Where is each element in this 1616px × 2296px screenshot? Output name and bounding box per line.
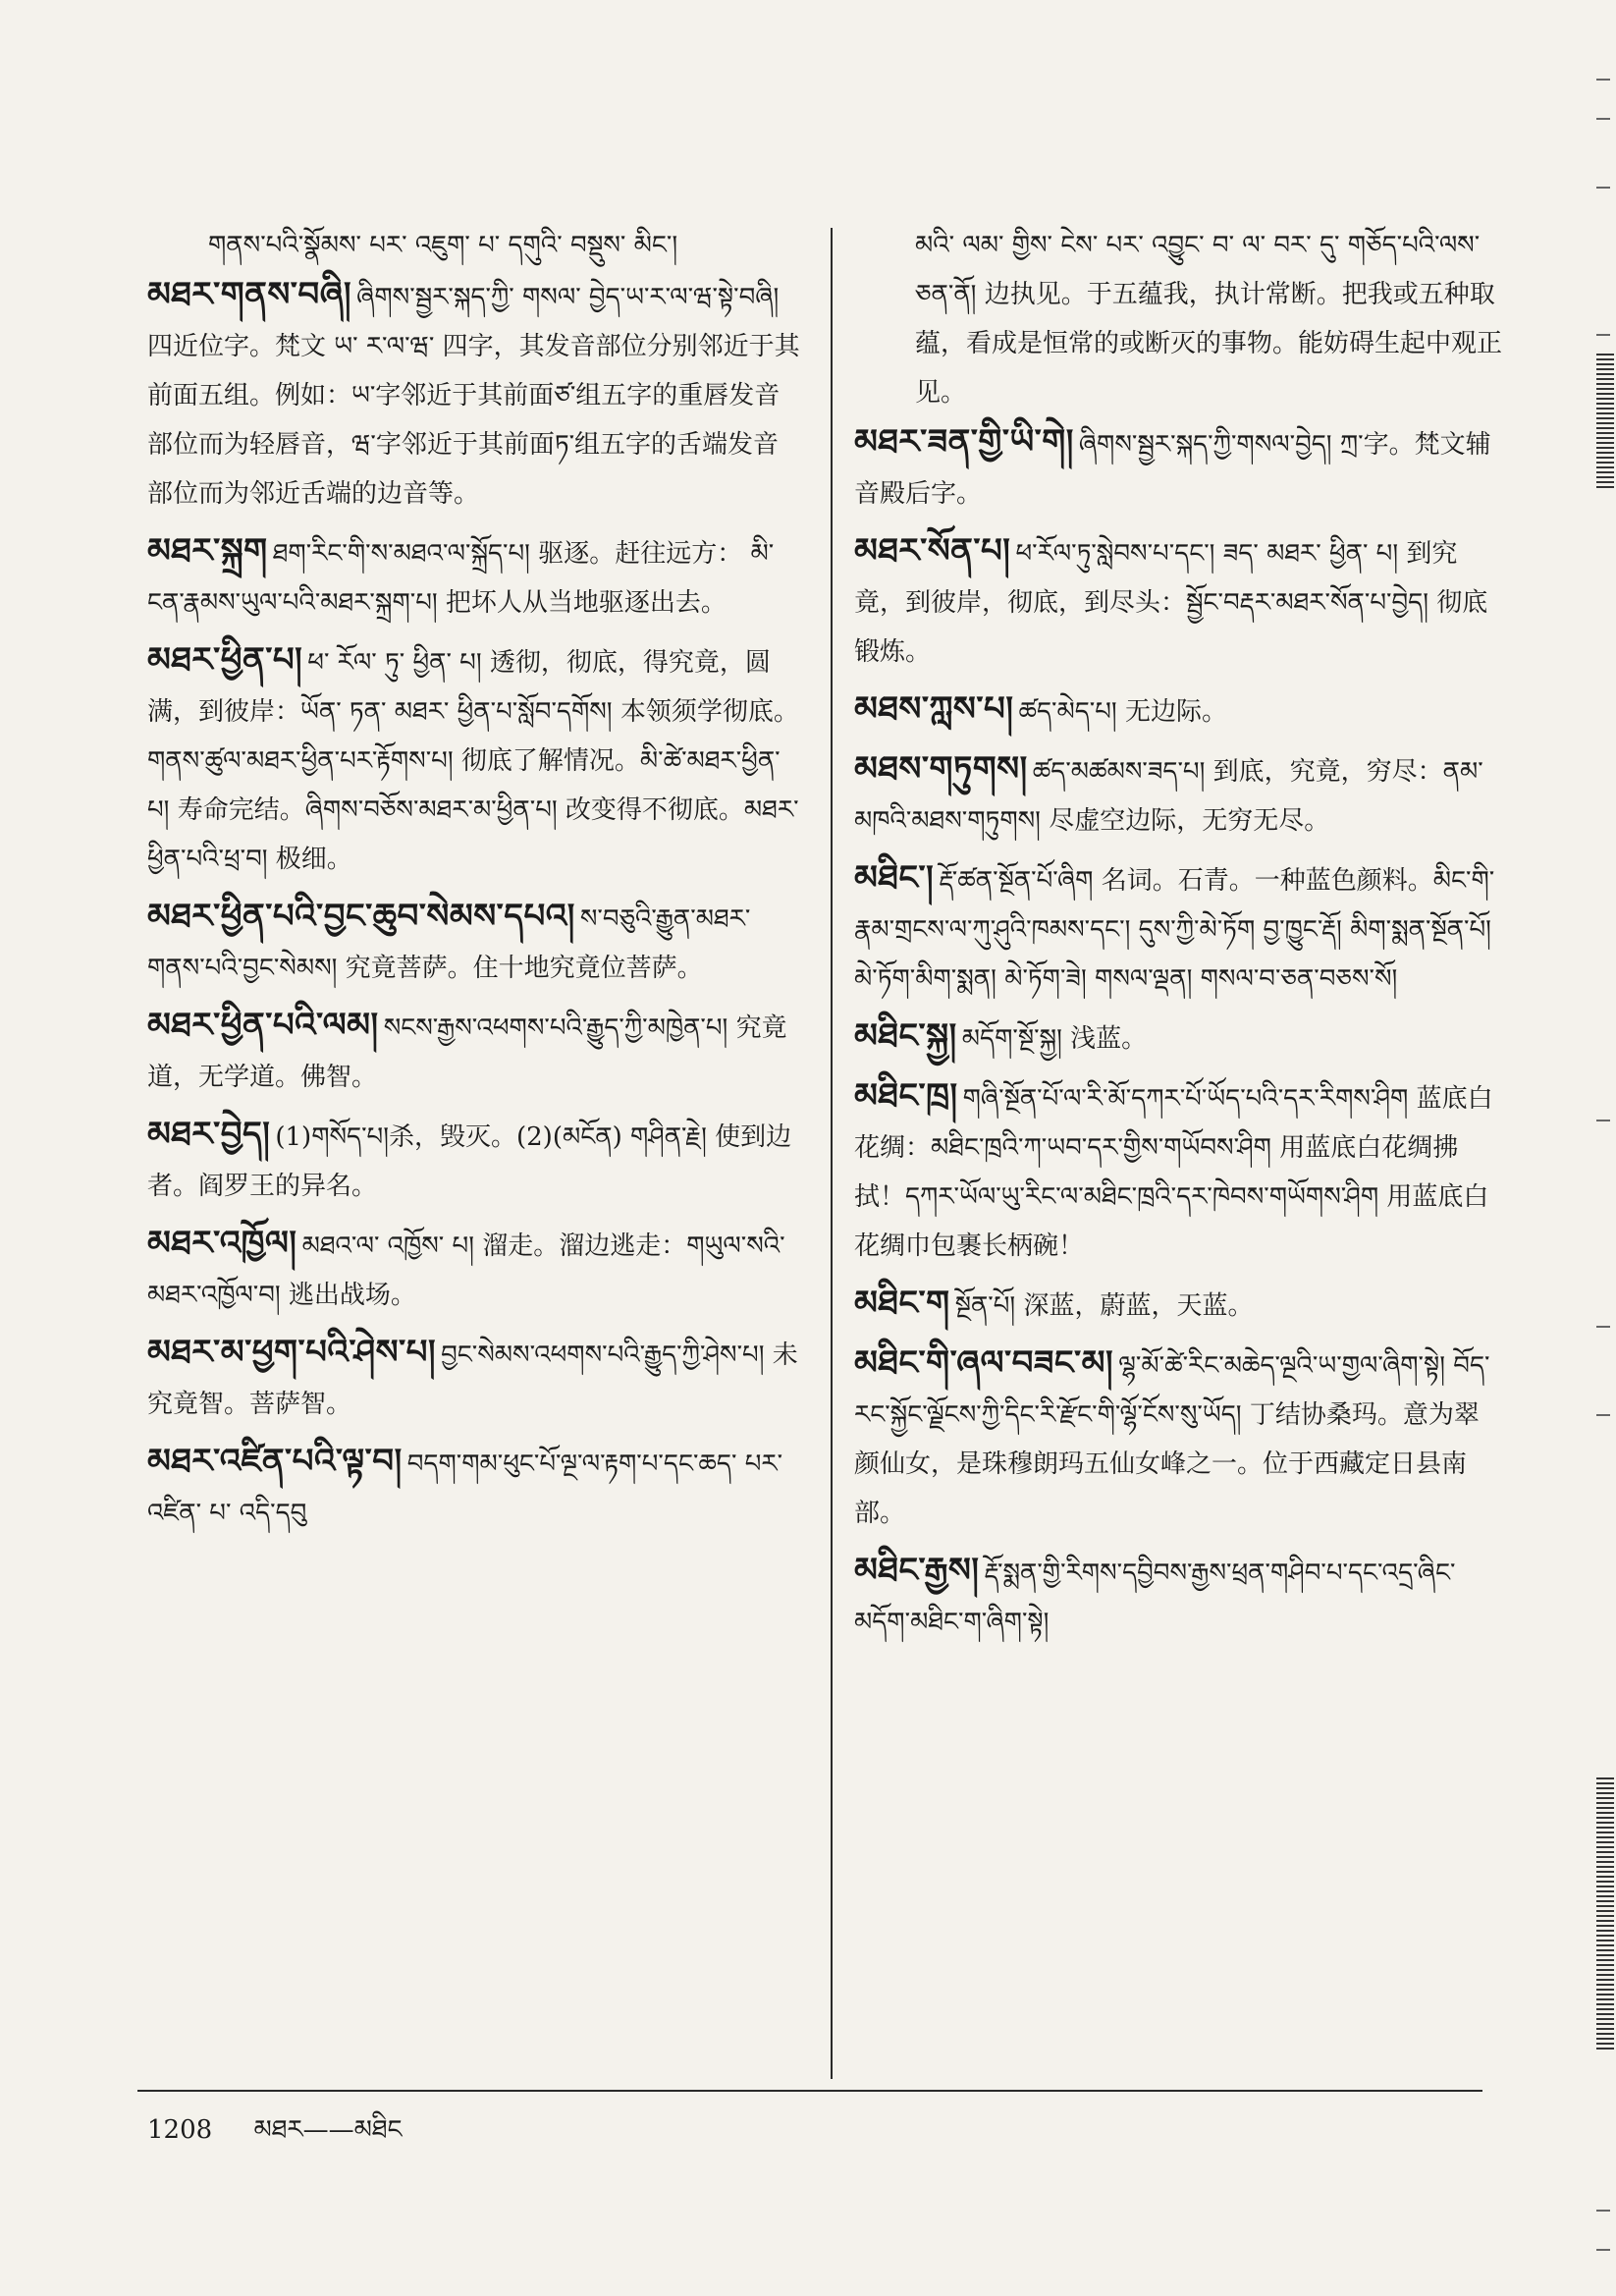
right-column bbox=[854, 221, 1502, 1655]
entry-2 bbox=[147, 526, 800, 628]
footer-rule bbox=[137, 2090, 1482, 2092]
headword: མཐིང་སྐྱ། bbox=[854, 1016, 957, 1056]
entry-18 bbox=[854, 1339, 1502, 1538]
headword: མཐར་མ་ཕྱག་པའི་ཤེས་པ། bbox=[147, 1333, 436, 1372]
entry-6 bbox=[147, 1110, 800, 1211]
entry-17 bbox=[854, 1279, 1502, 1331]
left-column bbox=[147, 221, 800, 1546]
definition: ཞིགས་སྦྱར་སྐད་ཀྱི་ གསལ་ བྱེད་ཡ་ར་ལ་ཝ་སྟེ་བཞི། 四近位字。梵文 ཡ་ ར་ལ་ཝ་ 四字，其发音部位分别邻近于其前面五组。例如：ཡ་字邻近于其前面ཙ་组五字的重唇发音部位而为轻唇音，ཝ་字邻近于其前面ཏ་组五字的舌端发音部位而为邻近舌端的边音等。 bbox=[147, 283, 800, 509]
definition: ཚད་མེད་པ། 无边际。 bbox=[1018, 697, 1227, 727]
entry-11 bbox=[854, 526, 1502, 677]
headword: མཐས་ཀླས་པ། bbox=[854, 689, 1014, 729]
definition: སྔོན་པོ། 深蓝，蔚蓝，天蓝。 bbox=[954, 1291, 1254, 1321]
page-footer bbox=[147, 2102, 403, 2173]
headword: མཐར་བྱེད། bbox=[147, 1115, 271, 1154]
entry-13 bbox=[854, 744, 1502, 846]
entry-3 bbox=[147, 635, 800, 884]
headword: མཐར་གནས་བཞི། bbox=[147, 275, 352, 314]
entry-7 bbox=[147, 1219, 800, 1320]
definition: ཐག་རིང་གི་ས་མཐའ་ལ་སྐྲོད་པ། 驱逐。赶往远方： མི་ངན་རྣམས་ཡུལ་པའི་མཐར་སྐྲག་པ། 把坏人从当地驱逐出去。 bbox=[147, 539, 775, 618]
headword: མཐར་ཟན་གྱི་ཡི་གེ། bbox=[854, 422, 1074, 462]
continued-text: མའི་ ལམ་ གྱིས་ ངེས་ པར་ འབྱུང་ བ་ ལ་ བར་ དུ་ གཅོད་པའི་ལས་ཅན་ནོ། 边执见。于五蕴我，执计常断。把我或五种取蕴，看成是恒常的或断灭的事物。能妨碍生起中观正见。 bbox=[915, 231, 1503, 408]
entry-4 bbox=[147, 892, 800, 993]
entry-14 bbox=[854, 853, 1502, 1004]
definition: རྡོ་ཚན་སྔོན་པོ་ཞིག 名词。石青。一种蓝色颜料。མིང་གི་རྣམ་གྲངས་ལ་ཀུ་ཤུའི་ཁམས་དང་། དུས་ཀྱི་མེ་ཏོག བྱ་ཁྱུང་རྡོ། མིག་སྨན་སྔོན་པོ། མེ་ཏོག་མིག་སྨན། མེ་ཏོག་ཟེ། གསལ་ལྡན། གསལ་བ་ཅན་བཅས་སོ། bbox=[854, 866, 1495, 994]
definition: མདོག་སྔོ་སྐྱ། 浅蓝。 bbox=[961, 1024, 1148, 1054]
definition: (1)གསོད་པ།杀，毁灭。(2)(མངོན) གཤིན་རྗེ། 使到边者。阎罗王的异名。 bbox=[147, 1122, 792, 1201]
headword: མཐིང་རྒྱས། bbox=[854, 1551, 980, 1590]
definition: ཚད་མཚམས་ཟད་པ། 到底，究竟，穷尽：ནམ་མཁའི་མཐས་གཏུགས། 尽虚空边际，无穷无尽。 bbox=[854, 757, 1483, 836]
definition: བྱང་སེམས་འཕགས་པའི་རྒྱུད་ཀྱི་ཤེས་པ། 未究竟智。菩萨智。 bbox=[147, 1340, 798, 1419]
headword: མཐིང་ཁྲ། bbox=[854, 1076, 958, 1116]
entry-10 bbox=[854, 417, 1502, 519]
headword: མཐར་ཕྱིན་པའི་བྱང་ཆུབ་སེམས་དཔའ། bbox=[147, 897, 575, 936]
entry-19 bbox=[854, 1546, 1502, 1647]
definition: རྡོ་སྨན་གྱི་རིགས་དབྱིབས་རྒྱས་ཕྲན་གཤིབ་པ་དང་འདྲ་ཞིང་མདོག་མཐིང་ག་ཞིག་སྟེ། bbox=[854, 1558, 1456, 1637]
page-number: 1208 bbox=[147, 2115, 213, 2145]
headword: མཐིང་། bbox=[854, 858, 935, 898]
column-divider bbox=[831, 228, 833, 2079]
headword: མཐར་འཁྱོལ། bbox=[147, 1224, 297, 1263]
definition: སངས་རྒྱས་འཕགས་པའི་རྒྱུད་ཀྱི་མཁྱེན་པ། 究竟道，无学道。佛智。 bbox=[147, 1013, 787, 1092]
definition: གཞི་སྔོན་པོ་ལ་རི་མོ་དཀར་པོ་ཡོད་པའི་དར་རིགས་ཤིག 蓝底白花绸：མཐིང་ཁྲའི་ཀ་ཡབ་དར་གྱིས་གཡོབས་ཤིག 用蓝底白花绸拂拭！དཀར་ཡོལ་ཡུ་རིང་ལ་མཐིང་ཁྲའི་དར་ཁེབས་གཡོགས་ཤིག 用蓝底白花绸巾包裹长柄碗！ bbox=[854, 1084, 1493, 1261]
entry-12 bbox=[854, 684, 1502, 737]
definition: ཕ་རོལ་ཏུ་སླེབས་པ་དང་། ཟད་ མཐར་ ཕྱིན་ པ། 到究竟，到彼岸，彻底，到尽头：སྦྱོང་བརྡར་མཐར་སོན་པ་བྱེད། 彻底锻炼。 bbox=[854, 539, 1488, 667]
headword: མཐར་འཛིན་པའི་ལྟ་བ། bbox=[147, 1442, 403, 1481]
headword: མཐར་སྐྲག bbox=[147, 531, 268, 571]
definition: ས་བཅུའི་རྒྱུན་མཐར་གནས་པའི་བྱང་སེམས། 究竟菩萨。住十地究竟位菩萨。 bbox=[147, 904, 751, 983]
headword: མཐར་ཕྱིན་པ། bbox=[147, 640, 303, 680]
continued-text: གནས་པའི་སྣོམས་ པར་ འཇུག་ པ་ དགུའི་ བསྡུས་ མིང་། bbox=[208, 231, 678, 260]
entry-5 bbox=[147, 1001, 800, 1102]
definition: ཕ་ རོལ་ ཏུ་ ཕྱིན་ པ། 透彻，彻底，得究竟，圆满，到彼岸：ཡོན་ ཏན་ མཐར་ ཕྱིན་པ་སློབ་དགོས། 本领须学彻底。གནས་ཚུལ་མཐར་ཕྱིན་པར་རྟོགས་པ། 彻底了解情况。མི་ཚེ་མཐར་ཕྱིན་པ། 寿命完结。ཞིགས་བཅོས་མཐར་མ་ཕྱིན་པ། 改变得不彻底。མཐར་ཕྱིན་པའི་ཕྲ་བ། 极细。 bbox=[147, 648, 799, 874]
definition: ལྷ་མོ་ཚེ་རིང་མཆེད་ལྔའི་ཡ་གྱལ་ཞིག་སྟེ། བོད་རང་སྐྱོང་ལྗོངས་ཀྱི་དིང་རི་རྫོང་གི་ལྷོ་ངོས་སུ་ཡོད། 丁结协桑玛。意为翠颜仙女，是珠穆朗玛五仙女峰之一。位于西藏定日县南部。 bbox=[854, 1351, 1490, 1528]
headword: མཐིང་གི་ཞལ་བཟང་མ། bbox=[854, 1343, 1113, 1383]
definition: བདག་གམ་ཕུང་པོ་ལྔ་ལ་རྟག་པ་དང་ཆད་ པར་ འཛིན་ པ་ འདི་དབུ bbox=[147, 1449, 783, 1528]
headword: མཐིང་ག bbox=[854, 1284, 950, 1323]
entry-16 bbox=[854, 1071, 1502, 1271]
definition: མཐའ་ལ་ འཁྱོས་ པ། 溜走。溜边逃走：གཡུལ་སའི་མཐར་འཁྱོལ་བ། 逃出战场。 bbox=[147, 1231, 785, 1310]
definition: ཞིགས་སྦྱར་སྐད་ཀྱི་གསལ་བྱེད། ཀྲ་字。梵文辅音殿后字。 bbox=[854, 430, 1491, 509]
headword: མཐར་སོན་པ། bbox=[854, 531, 1011, 571]
entry-15 bbox=[854, 1011, 1502, 1064]
headword: མཐར་ཕྱིན་པའི་ལམ། bbox=[147, 1006, 379, 1045]
running-head: མཐར——མཐིང bbox=[253, 2115, 403, 2145]
scan-edge-marks bbox=[1587, 39, 1616, 2259]
entry-1 bbox=[147, 270, 800, 519]
entry-8 bbox=[147, 1328, 800, 1429]
entry-9 bbox=[147, 1437, 800, 1538]
headword: མཐས་གཏུགས། bbox=[854, 749, 1028, 789]
